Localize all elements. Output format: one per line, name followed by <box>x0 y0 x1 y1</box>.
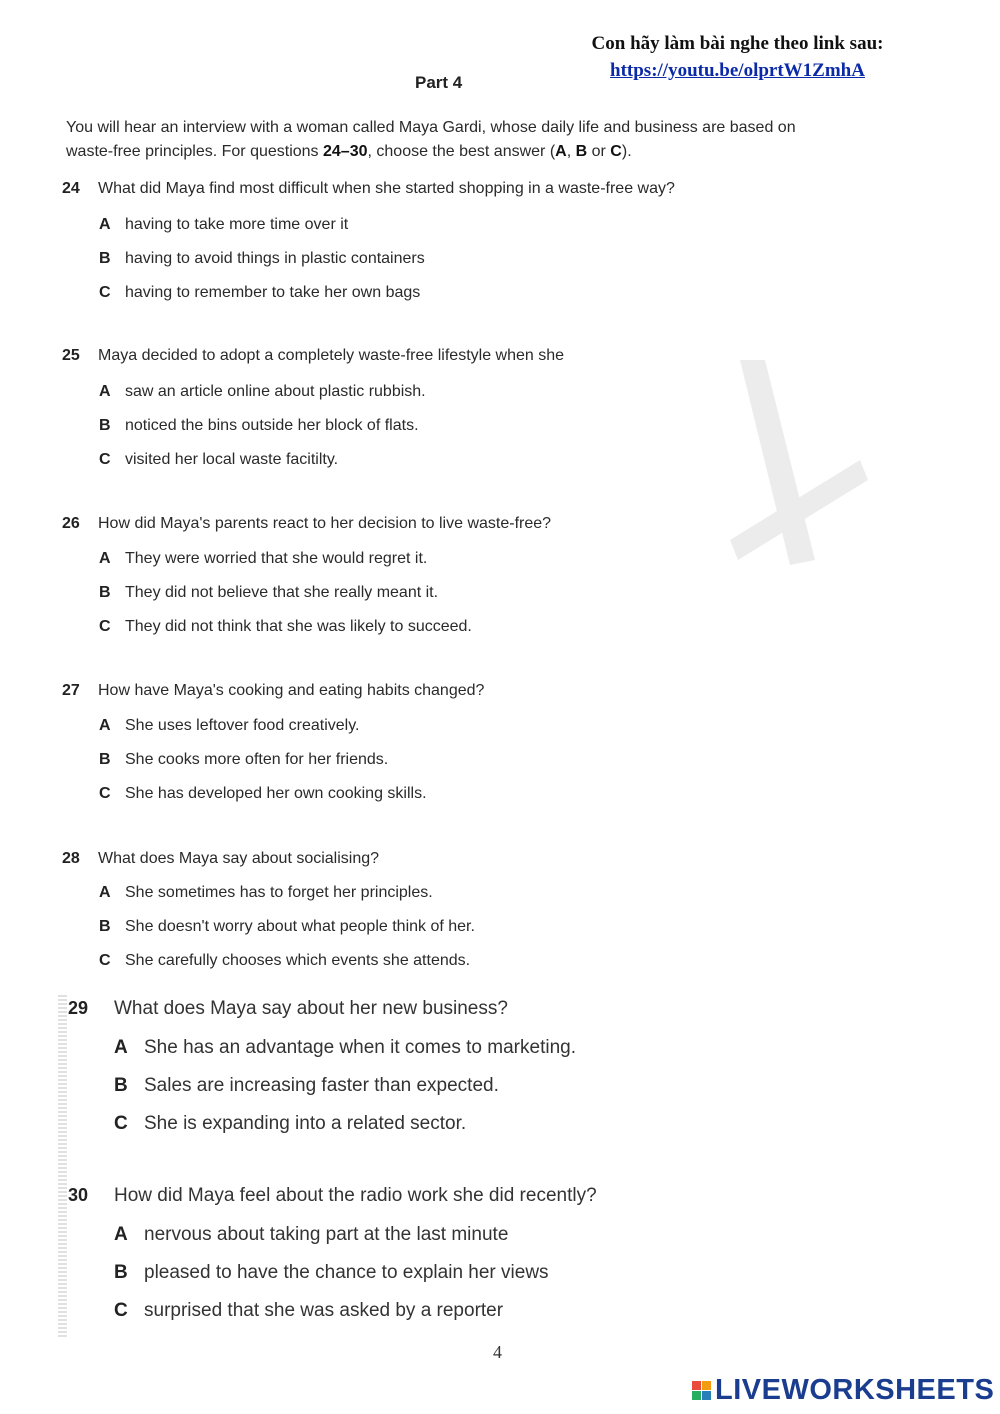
option-text: She has developed her own cooking skills. <box>125 785 427 802</box>
option-letter: C <box>99 618 111 635</box>
question-text: Maya decided to adopt a completely waste-free lifestyle when she <box>98 347 565 364</box>
option-text: She doesn't worry about what people think of her. <box>125 918 475 935</box>
logo-mark-icon <box>692 1381 711 1400</box>
option-24-b[interactable] <box>99 250 425 268</box>
option-text: She is expanding into a related sector. <box>144 1113 467 1134</box>
question-number: 30 <box>68 1185 89 1205</box>
header-note <box>560 30 915 84</box>
question-text: How did Maya's parents react to her decision to live waste-free? <box>98 515 552 532</box>
intro-text-3: ). <box>621 143 632 160</box>
question-number: 25 <box>62 347 80 364</box>
youtube-link[interactable]: https://youtu.be/olprtW1ZmhA <box>610 60 865 81</box>
question-30 <box>68 1185 597 1321</box>
option-letter: C <box>99 952 111 969</box>
question-row <box>62 515 551 533</box>
question-number: 28 <box>62 850 80 867</box>
option-29-c[interactable] <box>114 1113 466 1135</box>
option-text: having to avoid things in plastic containers <box>125 250 425 267</box>
option-letter: B <box>114 1262 128 1283</box>
intro-letter-c: C <box>610 143 622 160</box>
question-29 <box>68 998 576 1134</box>
liveworksheets-logo <box>692 1374 994 1407</box>
page-number: 4 <box>493 1342 502 1362</box>
intro-text-2: , choose the best answer ( <box>367 143 556 160</box>
option-letter: A <box>99 216 111 233</box>
option-27-a[interactable] <box>99 717 360 735</box>
option-30-a[interactable] <box>114 1224 508 1246</box>
question-number: 26 <box>62 515 80 532</box>
option-25-a[interactable] <box>99 383 426 401</box>
option-text: They did not think that she was likely to succeed. <box>125 618 472 635</box>
watermark-shape <box>720 340 870 580</box>
option-28-b[interactable] <box>99 918 475 936</box>
option-25-c[interactable] <box>99 451 338 469</box>
question-28 <box>62 850 475 969</box>
option-30-c[interactable] <box>114 1300 503 1322</box>
question-row <box>62 347 564 365</box>
option-text: noticed the bins outside her block of flats. <box>125 417 419 434</box>
option-28-c[interactable] <box>99 952 470 970</box>
option-letter: C <box>114 1113 128 1134</box>
option-text: visited her local waste facitilty. <box>125 451 339 468</box>
option-letter: B <box>99 584 111 601</box>
option-27-b[interactable] <box>99 751 388 769</box>
option-28-a[interactable] <box>99 884 433 902</box>
option-29-a[interactable] <box>114 1037 576 1059</box>
logo-text: LIVEWORKSHEETS <box>715 1374 995 1406</box>
intro-paragraph <box>66 116 826 164</box>
intro-sep-2: or <box>587 143 611 160</box>
question-row <box>68 1185 597 1207</box>
scan-edge-artifact <box>58 995 67 1337</box>
option-text: She cooks more often for her friends. <box>125 751 389 768</box>
option-text: Sales are increasing faster than expected. <box>144 1075 499 1096</box>
question-text: What did Maya find most difficult when she started shopping in a waste-free way? <box>98 180 675 197</box>
option-letter: B <box>99 417 111 434</box>
option-letter: B <box>114 1075 128 1096</box>
option-text: She uses leftover food creatively. <box>125 717 360 734</box>
question-text: How have Maya's cooking and eating habits changed? <box>98 682 485 699</box>
option-text: having to take more time over it <box>125 216 349 233</box>
option-text: having to remember to take her own bags <box>125 284 421 301</box>
option-letter: A <box>114 1224 128 1245</box>
header-instruction: Con hãy làm bài nghe theo link sau: <box>591 33 884 54</box>
option-24-a[interactable] <box>99 216 348 234</box>
option-26-c[interactable] <box>99 618 472 636</box>
part-title: Part 4 <box>415 73 463 92</box>
option-text: surprised that she was asked by a reporter <box>144 1300 504 1321</box>
intro-letter-a: A <box>555 143 567 160</box>
option-text: She sometimes has to forget her principles. <box>125 884 433 901</box>
option-text: She carefully chooses which events she attends. <box>125 952 471 969</box>
option-letter: B <box>99 918 111 935</box>
option-26-b[interactable] <box>99 584 438 602</box>
question-row <box>62 850 379 868</box>
option-letter: A <box>99 383 111 400</box>
option-text: She has an advantage when it comes to marketing. <box>144 1037 576 1058</box>
option-letter: B <box>99 751 111 768</box>
option-text: They did not believe that she really meant it. <box>125 584 439 601</box>
question-row <box>68 998 508 1020</box>
question-text: What does Maya say about socialising? <box>98 850 380 867</box>
option-text: saw an article online about plastic rubbish. <box>125 383 426 400</box>
option-letter: B <box>99 250 111 267</box>
option-letter: C <box>99 284 111 301</box>
question-27 <box>62 682 485 802</box>
option-30-b[interactable] <box>114 1262 549 1284</box>
intro-range: 24–30 <box>323 143 368 160</box>
option-text: nervous about taking part at the last minute <box>144 1224 509 1245</box>
question-row <box>62 682 484 700</box>
question-number: 29 <box>68 998 89 1018</box>
option-letter: A <box>114 1037 128 1058</box>
option-25-b[interactable] <box>99 417 419 435</box>
question-row <box>62 180 675 198</box>
option-text: pleased to have the chance to explain her views <box>144 1262 549 1283</box>
question-25 <box>62 347 565 468</box>
question-number: 24 <box>62 180 80 197</box>
option-26-a[interactable] <box>99 550 427 568</box>
option-letter: A <box>99 884 111 901</box>
intro-sep-1: , <box>566 143 576 160</box>
question-24 <box>62 180 675 301</box>
option-letter: A <box>99 550 111 567</box>
option-letter: C <box>99 785 111 802</box>
option-29-b[interactable] <box>114 1075 499 1097</box>
option-24-c[interactable] <box>99 284 420 302</box>
option-text: They were worried that she would regret it. <box>125 550 428 567</box>
question-text: What does Maya say about her new business? <box>114 998 508 1019</box>
question-26 <box>62 515 552 635</box>
option-letter: C <box>114 1300 128 1321</box>
intro-letter-b: B <box>575 143 588 160</box>
option-letter: A <box>99 717 111 734</box>
intro-text-1: You will hear an interview with a woman called Maya Gardi, whose daily life and business are based on waste-free principles. For questions <box>66 119 796 160</box>
question-number: 27 <box>62 682 80 699</box>
question-text: How did Maya feel about the radio work she did recently? <box>114 1185 597 1206</box>
option-letter: C <box>99 451 111 468</box>
option-27-c[interactable] <box>99 785 427 803</box>
